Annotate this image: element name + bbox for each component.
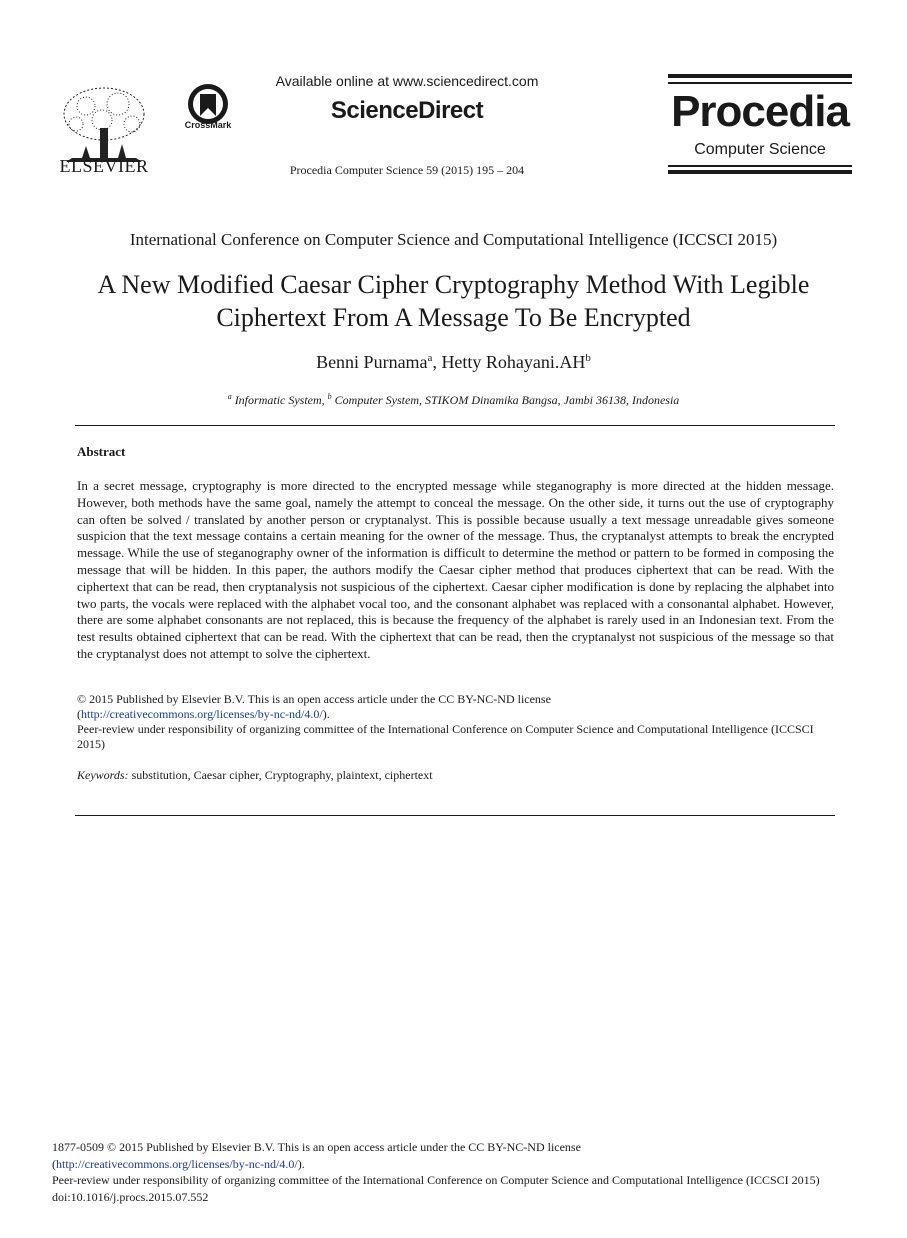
footer-link-line (52, 1156, 832, 1173)
keywords (77, 768, 834, 783)
license-link-line (77, 707, 834, 722)
author-separator: , (432, 352, 442, 372)
sciencedirect-wordmark: ScienceDirect (330, 97, 484, 124)
available-online-text: Available online at www.sciencedirect.com (275, 73, 539, 89)
paren-open: ( (52, 1156, 56, 1171)
author-affil-marker: b (585, 352, 591, 364)
author-name: Benni Purnama (316, 352, 428, 372)
divider-top (75, 425, 835, 426)
issn-line: 1877-0509 © 2015 Published by Elsevier B.V. This is an open access article under the CC BY-NC-ND license (52, 1140, 581, 1154)
abstract-body: In a secret message, cryptography is more directed to the encrypted message while steganography is more directed at the hidden message. However, both methods have the same goal, namely the attempt to conceal the message. On the other side, it turns out the use of cryptography can often be solved / translated by another person or cryptanalyst. This is possible because usually a text message unreadable gives someone suspicion that the text message contains a certain meaning for the owner of the message. Thus, the cryptanalyst attempts to break the encrypted message. While the use of steganography owner of the information is difficult to determine the method or pattern to be formed in composing the message that will be hidden. In this paper, the authors modify the Caesar cipher method that produces ciphertext that can be read. With the ciphertext that can be read, then cryptanalysis not suspicious of the ciphertext. Caesar cipher modification is done by replacing the alphabet into two parts, the vocals were replaced with the alphabet vocal too, and the consonant alphabet was replaced with a consonantal alphabet. However, there are some alphabet consonants are not replaced, this is because the frequency of the alphabet is rarely used in an Indonesian text. From the test results obtained ciphertext that can be read. With the ciphertext that can be read, then the cryptanalyst not suspicious of the message so that the cryptanalyst does not attempt to solve the ciphertext. (77, 478, 834, 661)
affiliation-a: Informatic System, (231, 393, 328, 407)
procedia-top-rule-thin (668, 82, 852, 84)
page-footer (52, 1139, 832, 1205)
procedia-top-rule (668, 74, 852, 78)
keywords-values: substitution, Caesar cipher, Cryptography, plaintext, ciphertext (128, 768, 433, 782)
procedia-title: Procedia (671, 87, 849, 136)
affiliation-b: Computer System, STIKOM Dinamika Bangsa, Jambi 36138, Indonesia (331, 393, 680, 407)
license-link[interactable]: http://creativecommons.org/licenses/by-nc-nd/4.0/ (81, 707, 323, 721)
author-list (40, 352, 867, 373)
author-name: Hetty Rohayani.AH (441, 352, 586, 372)
affiliations (40, 392, 867, 408)
license-line: © 2015 Published by Elsevier B.V. This is an open access article under the CC BY-NC-ND license (77, 692, 551, 706)
footer-license-link[interactable]: http://creativecommons.org/licenses/by-nc-nd/4.0/ (56, 1156, 298, 1171)
conference-name: International Conference on Computer Science and Computational Intelligence (ICCSCI 2015) (129, 230, 778, 249)
procedia-subtitle: Computer Science (694, 141, 826, 158)
paren-close: ). (322, 707, 330, 721)
affil-marker: a (227, 392, 232, 401)
divider-bottom (75, 815, 835, 816)
procedia-bottom-rule-thin (668, 165, 852, 167)
journal-reference: Procedia Computer Science 59 (2015) 195 – 204 (289, 163, 525, 177)
abstract-heading: Abstract (77, 444, 126, 459)
paper-title (40, 268, 867, 334)
crossmark-label: CrossMark (184, 120, 232, 130)
doi: doi:10.1016/j.procs.2015.07.552 (52, 1189, 209, 1204)
paper-title-line-2: Ciphertext From A Message To Be Encrypted (216, 303, 691, 332)
license-notice (77, 692, 834, 752)
footer-peer-review: Peer-review under responsibility of organizing committee of the International Conference on Computer Science and Computational Intelligence (ICCSCI 2015) (52, 1173, 820, 1187)
author-affil-marker: a (427, 352, 433, 364)
procedia-logo (668, 74, 852, 176)
elsevier-wordmark: ELSEVIER (59, 156, 149, 176)
affil-marker: b (327, 392, 332, 401)
peer-review-note: Peer-review under responsibility of organizing committee of the International Conference on Computer Science and Computational Intelligence (ICCSCI 2015) (77, 722, 814, 751)
paren-open: ( (77, 707, 81, 721)
paren-close: ). (297, 1156, 305, 1171)
keywords-label: Keywords: (77, 768, 129, 782)
procedia-bottom-rule (668, 170, 852, 174)
paper-title-line-1: A New Modified Caesar Cipher Cryptography Method With Legible (97, 270, 810, 299)
